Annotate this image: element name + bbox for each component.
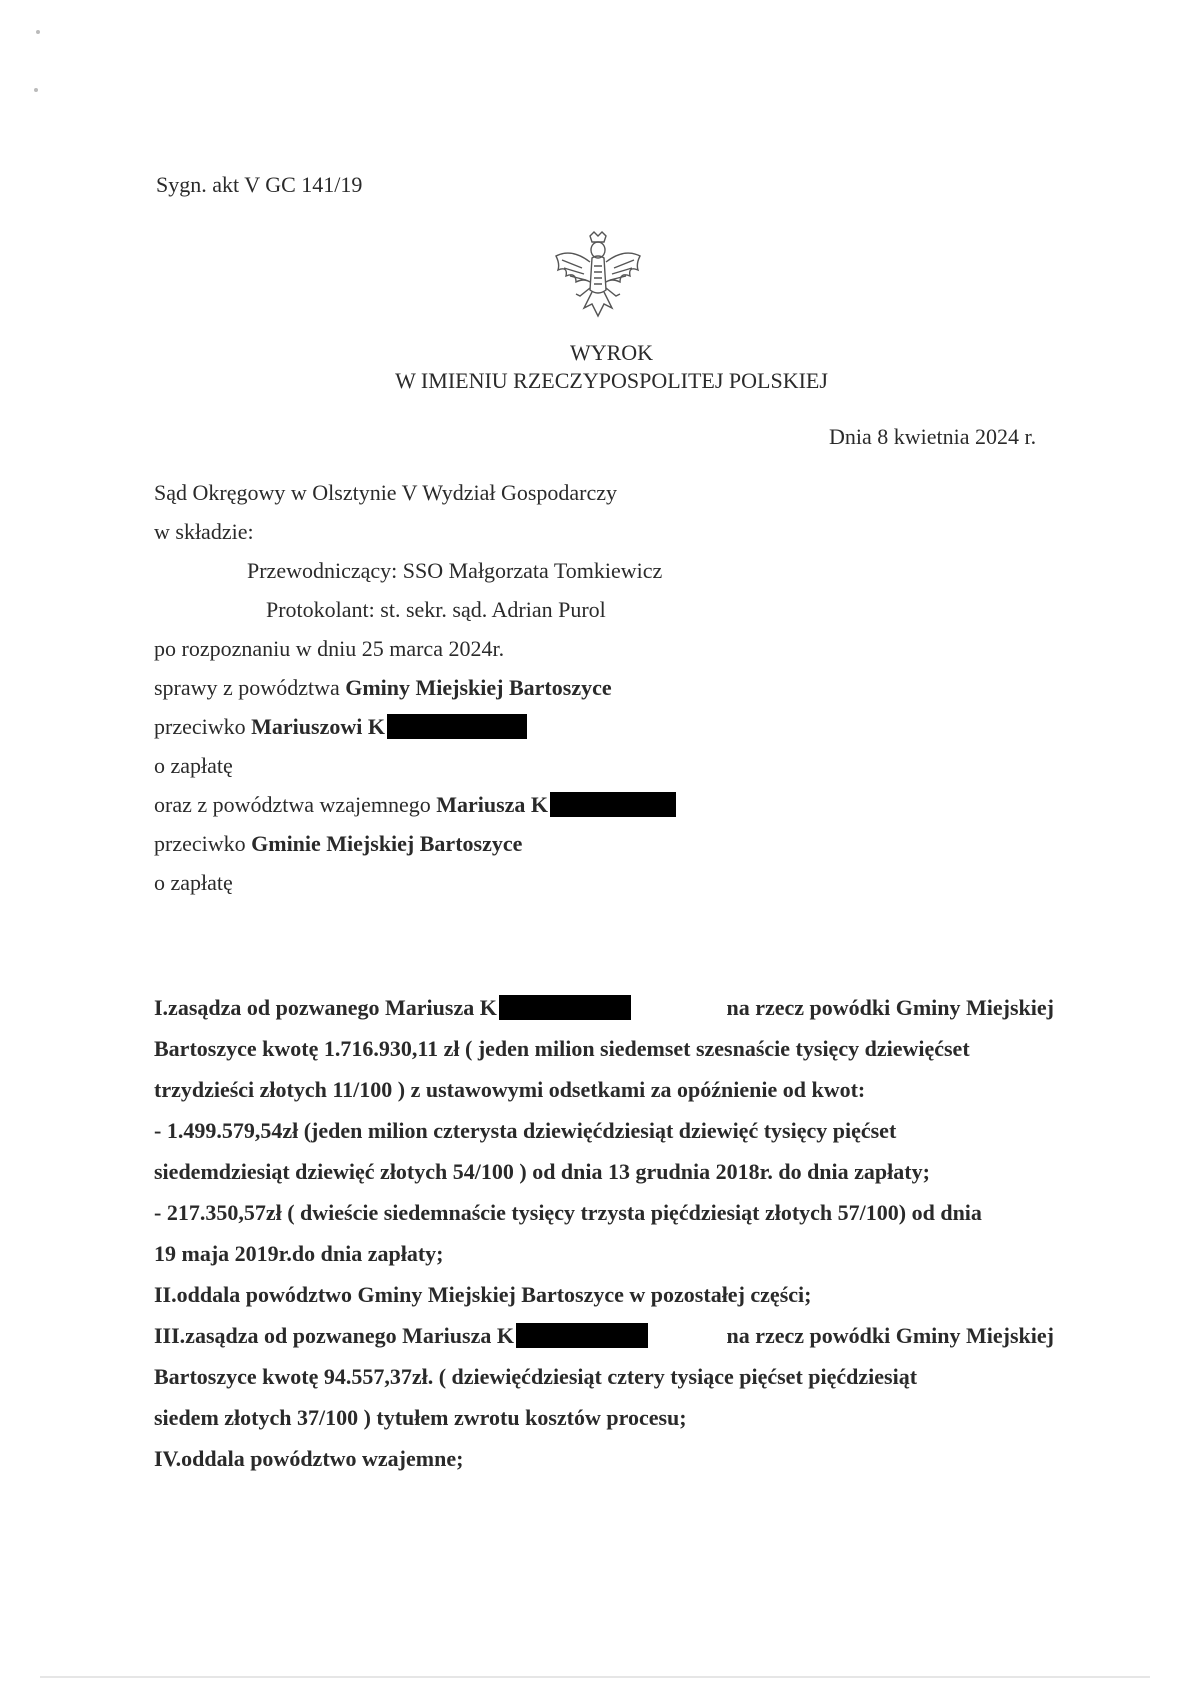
case-number: Sygn. akt V GC 141/19 <box>156 172 363 197</box>
ruling-text-line: siedem złotych 37/100 ) tytułem zwrotu kosztów procesu; <box>154 1405 687 1430</box>
counterclaim-defendant-line: przeciwko Gminie Miejskiej Bartoszyce <box>154 831 523 856</box>
counterclaim-subject: o zapłatę <box>154 870 233 895</box>
hearing-date: po rozpoznaniu w dniu 25 marca 2024r. <box>154 636 505 661</box>
ruling-text-line: Bartoszyce kwotę 1.716.930,11 zł ( jeden milion siedemset szesnaście tysięcy dziewięćset <box>154 1036 970 1061</box>
presiding-judge: Przewodniczący: SSO Małgorzata Tomkiewicz <box>247 558 663 583</box>
court-name: Sąd Okręgowy w Olsztynie V Wydział Gospodarczy <box>154 480 618 505</box>
redaction-bar <box>499 995 631 1020</box>
redaction-bar <box>387 714 527 739</box>
scan-edge <box>40 1676 1150 1678</box>
ruling-text-line: siedemdziesiąt dziewięć złotych 54/100 ) od dnia 13 grudnia 2018r. do dnia zapłaty; <box>154 1159 930 1184</box>
ruling-point-2: II.oddala powództwo Gminy Miejskiej Bartoszyce w pozostałej części; <box>154 1282 812 1307</box>
redaction-bar <box>550 792 676 817</box>
polish-eagle-emblem-icon <box>552 230 644 320</box>
ruling-text-line: - 1.499.579,54zł (jeden milion czterysta dziewięćdziesiąt dziewięć tysięcy pięćset <box>154 1118 897 1143</box>
scan-speck <box>34 88 38 92</box>
party-defendant-line: przeciwko Mariuszowi K <box>154 714 527 740</box>
claim-subject: o zapłatę <box>154 753 233 778</box>
redaction-bar <box>516 1323 648 1348</box>
ruling-text-line: trzydzieści złotych 11/100 ) z ustawowymi odsetkami za opóźnienie od kwot: <box>154 1077 866 1102</box>
ruling-text-line: Bartoszyce kwotę 94.557,37zł. ( dziewięćdziesiąt cztery tysiące pięćset pięćdziesiąt <box>154 1364 918 1389</box>
document-subtitle: W IMIENIU RZECZYPOSPOLITEJ POLSKIEJ <box>395 368 828 393</box>
ruling-point-1: I.zasądza od pozwanego Mariusza K na rzecz powódki Gminy Miejskiej <box>154 995 1054 1020</box>
ruling-point-3: III.zasądza od pozwanego Mariusza K na rzecz powódki Gminy Miejskiej <box>154 1323 1054 1348</box>
counterclaim-line: oraz z powództwa wzajemnego Mariusza K <box>154 792 676 818</box>
ruling-point-4: IV.oddala powództwo wzajemne; <box>154 1446 464 1471</box>
document-date: Dnia 8 kwietnia 2024 r. <box>829 424 1037 449</box>
ruling-text-line: - 217.350,57zł ( dwieście siedemnaście tysięcy trzysta pięćdziesiąt złotych 57/100) od dnia <box>154 1200 982 1225</box>
composition-label: w składzie: <box>154 519 254 544</box>
party-plaintiff-line: sprawy z powództwa Gminy Miejskiej Bartoszyce <box>154 675 612 700</box>
document-title: WYROK <box>569 340 654 365</box>
ruling-text-line: 19 maja 2019r.do dnia zapłaty; <box>154 1241 444 1266</box>
court-clerk: Protokolant: st. sekr. sąd. Adrian Purol <box>266 597 606 622</box>
scan-speck <box>36 30 40 34</box>
